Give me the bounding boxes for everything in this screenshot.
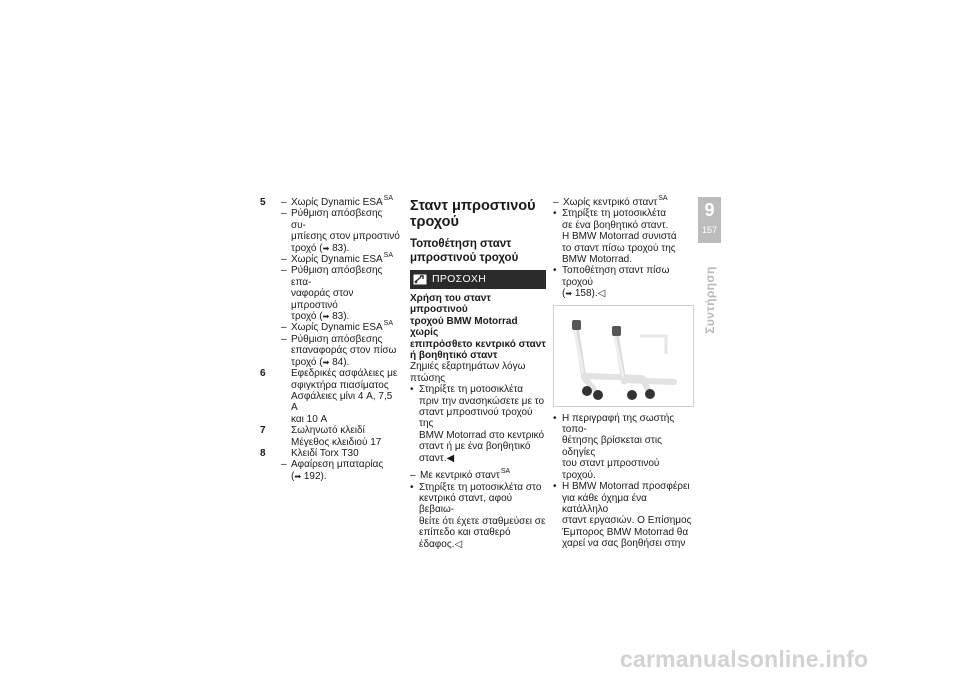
list-item: • Η περιγραφή της σωστής τοπο- θέτησης βρίσκεται στις οδηγίες του σταντ μπροστινού τροχού. (553, 412, 675, 481)
section-tab: Συντήρηση (703, 266, 717, 334)
item-line: τροχό (➡ 83). (291, 242, 350, 254)
rear-wheel-stand-illustration (553, 305, 694, 407)
condition-line: – Με κεντρικό σταντ$^{SA}$ (410, 468, 511, 482)
list-item: • Τοποθέτηση σταντ πίσω τροχού (➡ 158).◁ (553, 265, 693, 299)
item-line: τροχό (➡ 84). (291, 356, 350, 368)
reference-arrow-icon: ➡ (294, 471, 302, 481)
page-reference[interactable]: (➡ 83). (316, 242, 350, 254)
item-line: – Ρύθμιση απόσβεσης (281, 333, 383, 345)
front-stand-column (410, 197, 546, 550)
item-line: επαναφοράς στον πίσω (291, 345, 397, 357)
item-line: τροχό (➡ 83). (291, 311, 350, 323)
item-line: Σωληνωτό κλειδί (291, 425, 365, 437)
stand-drawing (554, 306, 693, 406)
numbered-item (260, 448, 400, 482)
item-number: 7 (260, 425, 266, 437)
warning-heading: Χρήση του σταντ μπροστινού τροχού BMW Motorrad χωρίς επιπρόσθετο κεντρικό σταντ ή βοηθητικό σταντ (410, 293, 546, 362)
page-reference[interactable]: (➡ 158).◁ (562, 288, 606, 300)
item-line: Ασφάλειες μίνι 4 A, 7,5 A (291, 390, 393, 414)
item-line: Κλειδί Torx T30 (291, 447, 359, 459)
warning-label: ΠΡΟΣΟΧΗ (432, 272, 487, 285)
condition-line: – Χωρίς κεντρικό σταντ$^{SA}$ (553, 195, 668, 208)
item-line: σφιγκτήρα πιασίματος (291, 379, 389, 391)
subsection-title: Τοποθέτηση σταντ μπροστινού τροχού (410, 238, 519, 264)
page-number: 157 (701, 225, 718, 235)
wrench-note-icon (413, 274, 427, 285)
item-line (281, 471, 400, 482)
item-line: – Χωρίς Dynamic $ESA^{SA}$ (281, 252, 394, 266)
item-line: – Ρύθμιση απόσβεσης επα- (281, 265, 383, 288)
numbered-item (260, 197, 400, 368)
list-item: • Η BMW Motorrad προσφέρει για κάθε όχημα ένα κατάλληλο σταντ εργασιών. Ο Επίσημος Έμπορος BMW Motorrad θα χαρεί να σας βοηθήσει στην (553, 481, 692, 550)
item-line: Εφεδρικές ασφάλειες με (291, 368, 398, 380)
rear-stand-column (553, 197, 693, 550)
reference-arrow-icon: ➡ (565, 289, 573, 299)
chapter-badge (698, 197, 721, 243)
numbered-item (260, 368, 400, 425)
item-line: μπίεσης στον μπροστινό (291, 231, 400, 243)
tool-list-column (260, 197, 400, 482)
chapter-number: 9 (704, 200, 715, 220)
warning-banner (410, 270, 546, 289)
item-line: και 10 A (291, 413, 328, 425)
list-item: • Στηρίξτε τη μοτοσικλέτα σε ένα βοηθητικό σταντ. Η BMW Motorrad συνιστά το σταντ πίσω τροχού της BMW Motorrad. (553, 208, 677, 266)
item-line: ναφοράς στον μπροστινό (291, 288, 354, 311)
section-title: Σταντ μπροστινού τροχού (410, 198, 536, 230)
item-number: 6 (260, 368, 266, 380)
list-item: • Στηρίξτε τη μοτοσικλέτα πριν την ανασηκώσετε με το σταντ μπροστινού τροχού της BMW Motorrad στο κεντρικό σταντ ή με ένα βοηθητικό σταντ.◀ (410, 384, 545, 464)
reference-arrow-icon: ➡ (322, 357, 330, 367)
reference-arrow-icon: ➡ (322, 243, 330, 253)
list-item: • Στηρίξτε τη μοτοσικλέτα στο κεντρικό σταντ, αφού βεβαιω- θείτε ότι έχετε σταθμεύσει σε επίπεδο και σταθερό έδαφος.◁ (410, 481, 546, 550)
item-line: – Χωρίς Dynamic $ESA^{SA}$ (281, 320, 394, 334)
warning-text: Ζημιές εξαρτημάτων λόγω πτώσης (410, 361, 526, 384)
item-line: Μέγεθος κλειδιού 17 (291, 436, 382, 448)
page-reference[interactable]: (➡ 83). (316, 311, 350, 323)
reference-arrow-icon: ➡ (322, 312, 330, 322)
item-line: – Αφαίρεση μπαταρίας (281, 459, 384, 471)
page-reference[interactable]: (➡ 84). (316, 356, 350, 368)
numbered-item (260, 425, 400, 448)
item-number: 8 (260, 447, 266, 459)
item-number: 5 (260, 197, 266, 208)
item-line: – Χωρίς Dynamic $ESA^{SA}$ (281, 195, 394, 208)
watermark: carmanualsonline.info (620, 646, 869, 672)
page-reference[interactable]: (➡ 192). (291, 470, 327, 482)
item-line: – Ρύθμιση απόσβεσης συ- (281, 208, 383, 231)
